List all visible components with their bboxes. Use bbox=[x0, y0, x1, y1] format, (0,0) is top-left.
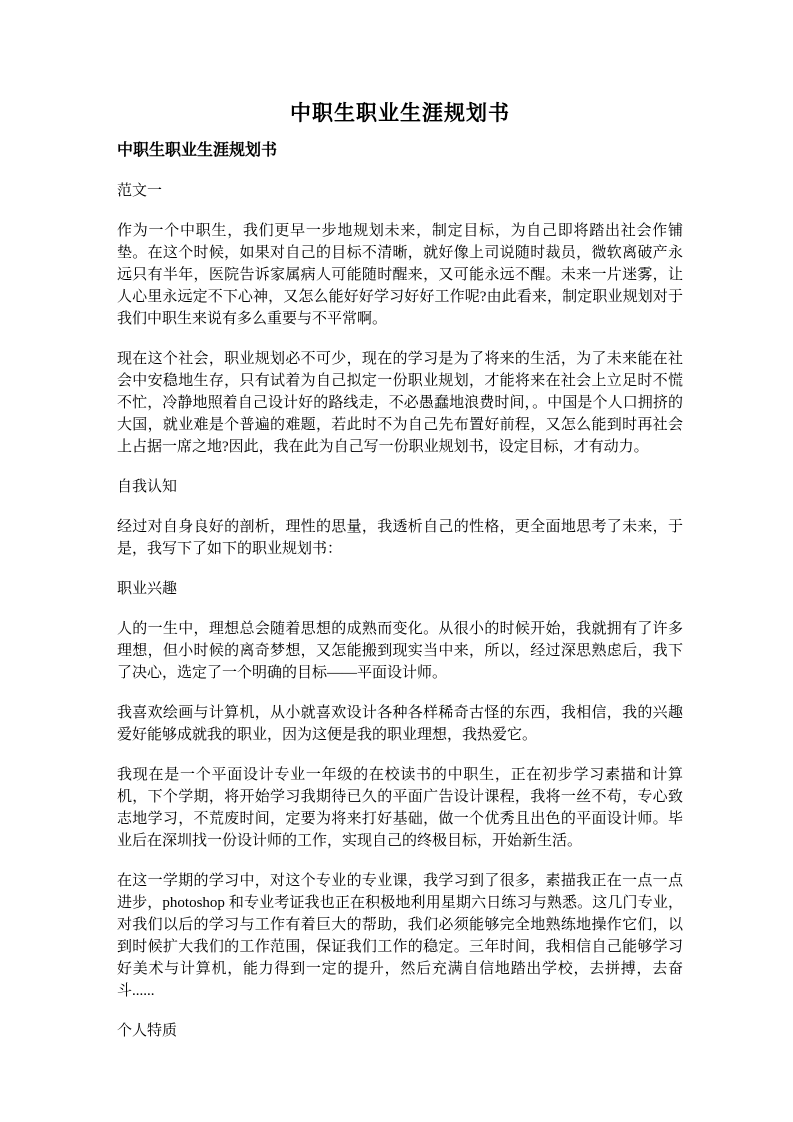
paragraph-2: 现在这个社会，职业规划必不可少，现在的学习是为了将来的生活，为了未来能在社会中安稳地生存，只有试着为自己拟定一份职业规划，才能将来在社会上立足时不慌不忙，冷静地照着自己设计好的路线走，不必愚蠢地浪费时间，。中国是个人口拥挤的大国，就业难是个普遍的难题，若此时不为自己先布置好前程，又怎么能到时再社会上占据一席之地?因此，我在此为自己写一份职业规划书，设定目标，才有动力。 bbox=[117, 351, 683, 455]
document-title: 中职生职业生涯规划书 bbox=[290, 101, 510, 125]
section-career-interest: 职业兴趣 bbox=[117, 581, 178, 597]
paragraph-5: 我喜欢绘画与计算机，从小就喜欢设计各种各样稀奇古怪的东西，我相信，我的兴趣爱好能够成就我的职业，因为这便是我的职业理想，我热爱它。 bbox=[117, 705, 683, 743]
section-personal-traits: 个人特质 bbox=[117, 1023, 178, 1039]
document-blocks bbox=[117, 180, 683, 1042]
document-subtitle: 中职生职业生涯规划书 bbox=[117, 142, 278, 159]
section-self-cognition: 自我认知 bbox=[117, 479, 178, 495]
paragraph-7: 在这一学期的学习中，对这个专业的专业课，我学习到了很多，素描我正在一点一点进步，photoshop 和专业考证我也正在积极地利用星期六日练习与熟悉。这几门专业，对我们以后的学习与工作有着巨大的帮助，我们必须能够完全地熟练地操作它们，以到时候扩大我们的工作范围，保证我们工作的稳定。三年时间，我相信自己能够学习好美术与计算机，能力得到一定的提升，然后充满自信地踏出学校，去拼搏，去奋斗...... bbox=[117, 873, 683, 999]
paragraph-6: 我现在是一个平面设计专业一年级的在校读书的中职生，正在初步学习素描和计算机，下个学期，将开始学习我期待已久的平面广告设计课程，我将一丝不苟，专心致志地学习，不荒废时间，定要为将来打好基础，做一个优秀且出色的平面设计师。毕业后在深圳找一份设计师的工作，实现自己的终极目标，开始新生活。 bbox=[117, 767, 683, 849]
paragraph-4: 人的一生中，理想总会随着思想的成熟而变化。从很小的时候开始，我就拥有了许多理想，但小时候的离奇梦想，又怎能搬到现实当中来，所以，经过深思熟虑后，我下了决心，选定了一个明确的目标——平面设计师。 bbox=[117, 621, 683, 681]
paragraph-1: 作为一个中职生，我们更早一步地规划未来，制定目标，为自己即将踏出社会作铺垫。在这个时候，如果对自己的目标不清晰，就好像上司说随时裁员，微软离破产永远只有半年，医院告诉家属病人可能随时醒来，又可能永远不醒。未来一片迷雾，让人心里永远定不下心神，又怎么能好好学习好好工作呢?由此看来，制定职业规划对于我们中职生来说有多么重要与不平常啊。 bbox=[117, 223, 683, 327]
paragraph-3: 经过对自身良好的剖析，理性的思量，我透析自己的性格，更全面地思考了未来，于是，我写下了如下的职业规划书： bbox=[117, 519, 683, 557]
sample-label: 范文一 bbox=[117, 183, 163, 199]
